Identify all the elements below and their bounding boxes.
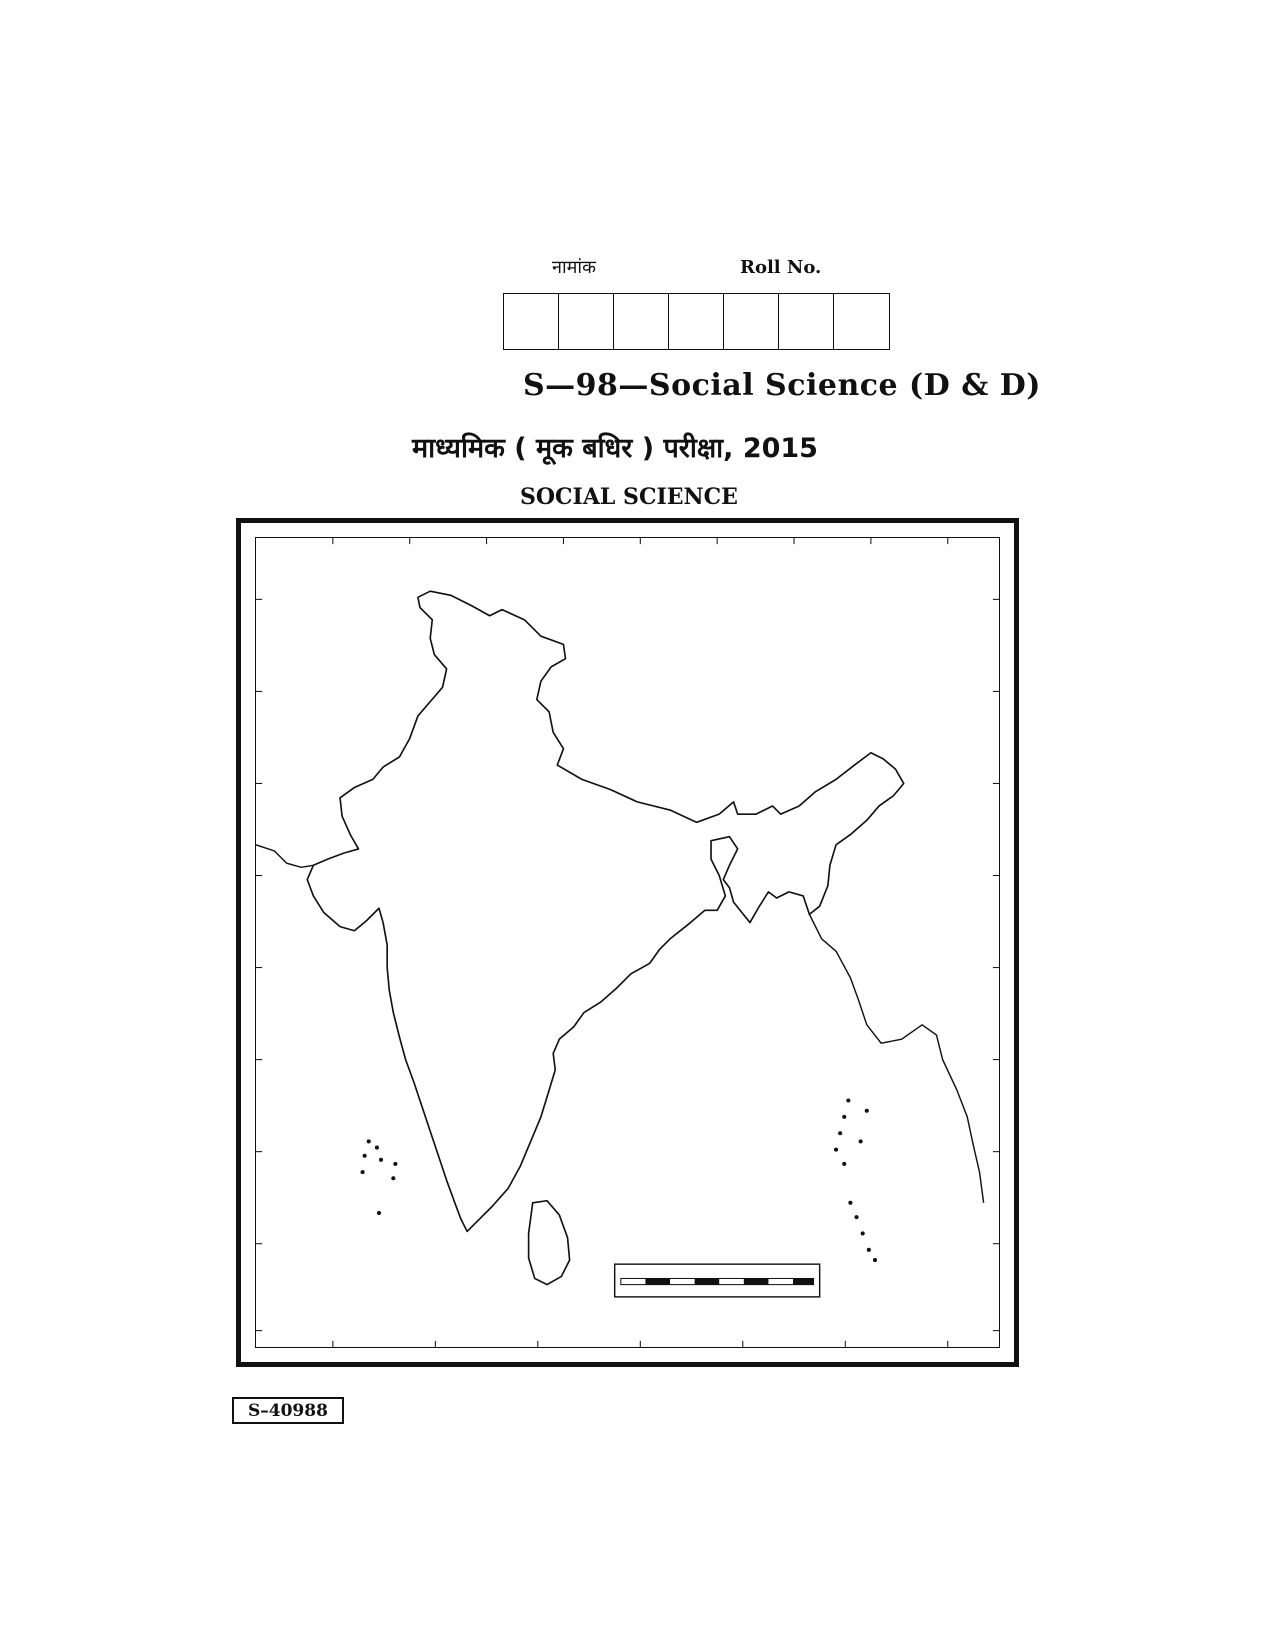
sri-lanka-outline xyxy=(529,1201,570,1285)
coastline-west xyxy=(256,845,313,868)
roll-number-boxes xyxy=(503,293,890,350)
roll-digit-box[interactable] xyxy=(614,294,669,349)
roll-digit-box[interactable] xyxy=(669,294,724,349)
coastline-east xyxy=(809,914,983,1202)
map-area xyxy=(255,537,1000,1348)
roll-digit-box[interactable] xyxy=(779,294,834,349)
scale-bar-icon xyxy=(615,1264,820,1297)
roll-digit-box[interactable] xyxy=(834,294,889,349)
roll-digit-box[interactable] xyxy=(559,294,614,349)
exam-title-hindi: माध्यमिक ( मूक बधिर ) परीक्षा, 2015 xyxy=(412,433,818,464)
india-mainland-outline xyxy=(307,591,903,1231)
island-dots xyxy=(361,1098,878,1262)
india-outline-map-icon xyxy=(256,538,999,1347)
roll-label-hindi: नामांक xyxy=(552,257,596,278)
roll-digit-box[interactable] xyxy=(504,294,559,349)
graticule-ticks xyxy=(256,538,999,1347)
roll-number-labels xyxy=(500,255,890,283)
question-paper-code: S–40988 xyxy=(232,1397,344,1424)
roll-digit-box[interactable] xyxy=(724,294,779,349)
roll-label-english: Roll No. xyxy=(740,257,822,278)
subject-heading: SOCIAL SCIENCE xyxy=(520,484,738,510)
map-frame xyxy=(236,518,1019,1367)
paper-code-title: S—98—Social Science (D & D) xyxy=(523,368,1041,403)
